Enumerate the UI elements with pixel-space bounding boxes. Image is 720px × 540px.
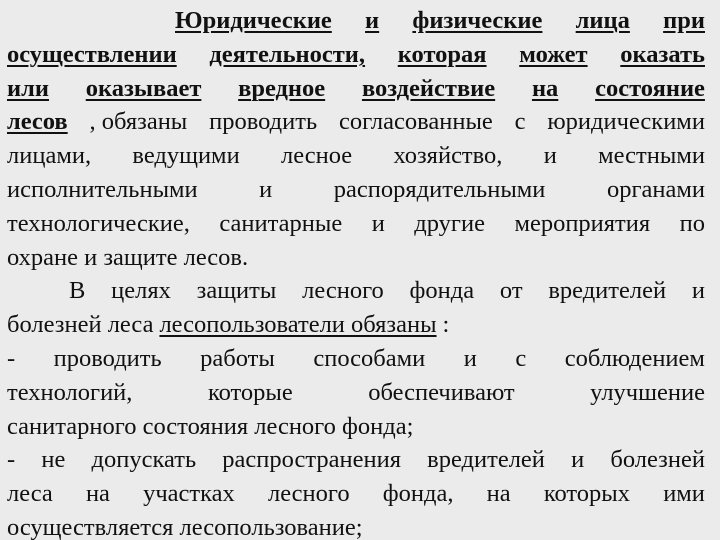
text-word: которые [207,378,293,406]
text-word: согласованные [338,108,493,136]
text-line [7,412,705,442]
text-word: , обязаны [89,108,188,136]
text-word: и [543,142,557,170]
text-word: санитарного состояния лесного фонда; [7,412,414,440]
text-word: соблюдением [564,345,705,372]
text-word: лесопользователи обязаны [159,311,437,339]
text-word: с [515,345,527,372]
text-word: местными [598,142,705,170]
text-word: с [514,108,526,136]
text-word: санитарные [219,209,343,237]
text-line [7,479,705,509]
text-word: ведущими [132,142,240,170]
text-word: Юридические [175,7,332,34]
text-word: проводить [53,345,162,372]
text-word: допускать [91,446,197,474]
text-word: или [7,74,49,102]
text-word: распорядительными [333,176,546,203]
text-word: воздействие [361,74,496,102]
text-word: способами [313,345,426,372]
text-word: вредителей [427,446,545,474]
text-word: : [442,311,450,339]
text-word: и [691,277,705,305]
text-line [7,175,705,205]
text-line [7,107,705,137]
text-word: физические [412,7,543,34]
text-line [7,40,705,70]
text-line [7,6,705,36]
text-word: лицами, [7,142,92,170]
text-word: хозяйство, [393,142,503,170]
text-word: распространения [222,446,401,474]
text-word: и [371,209,385,237]
text-word: лесного [267,480,350,508]
text-line [7,276,705,306]
text-word: работы [200,345,275,372]
text-word: болезней леса [7,311,154,339]
text-word: фонда [409,277,475,305]
text-line [7,74,705,104]
text-word: леса [7,480,53,508]
text-word: исполнительными [7,176,198,203]
text-line [7,445,705,475]
text-word: лесное [281,142,353,170]
text-word: вредное [238,74,326,102]
text-word: которых [543,480,631,508]
text-word: лесов [7,108,68,136]
text-line [7,513,705,540]
text-word: охране и защите лесов. [7,243,249,271]
text-word: от [499,277,523,305]
text-word: деятельности, [209,40,366,68]
text-line [7,141,705,171]
text-word: ими [663,480,705,508]
text-word: осуществлении [7,40,177,68]
text-word: участках [143,480,235,508]
text-word: технологий, [7,378,133,406]
text-word: В [69,277,86,305]
text-word: другие [414,209,485,237]
text-word: обеспечивают [368,378,515,406]
text-word: улучшение [590,378,705,406]
text-word: фонда, [382,480,454,508]
text-word: юридическими [547,108,705,136]
text-word: вредителей [548,277,667,305]
text-word: и [365,7,380,34]
text-word: при [663,7,705,34]
text-line [7,344,705,374]
text-word: и [259,176,273,203]
text-word: на [486,480,511,508]
text-word: проводить [209,108,318,136]
text-word: по [679,209,705,237]
text-word: оказывает [85,74,202,102]
text-word: на [531,74,559,102]
text-word: и [463,345,477,372]
text-word: органами [606,176,705,203]
text-word: целях [111,277,171,305]
text-line [7,378,705,408]
text-line [7,310,705,340]
text-word: может [519,40,588,68]
text-word: - [7,345,16,372]
text-word: - [7,446,16,474]
text-word: не [41,446,66,474]
text-word: мероприятия [514,209,651,237]
text-word: болезней [610,446,705,474]
text-word: и [571,446,585,474]
text-word: которая [397,40,487,68]
text-word: состояние [595,74,705,102]
text-word: на [85,480,110,508]
text-word: защиты [196,277,277,305]
text-word: технологические, [7,209,190,237]
text-line [7,209,705,239]
text-word: лесного [302,277,384,305]
text-word: лица [575,7,630,34]
text-word: оказать [620,40,705,68]
text-word: осуществляется лесопользование; [7,514,363,540]
text-line [7,243,705,273]
